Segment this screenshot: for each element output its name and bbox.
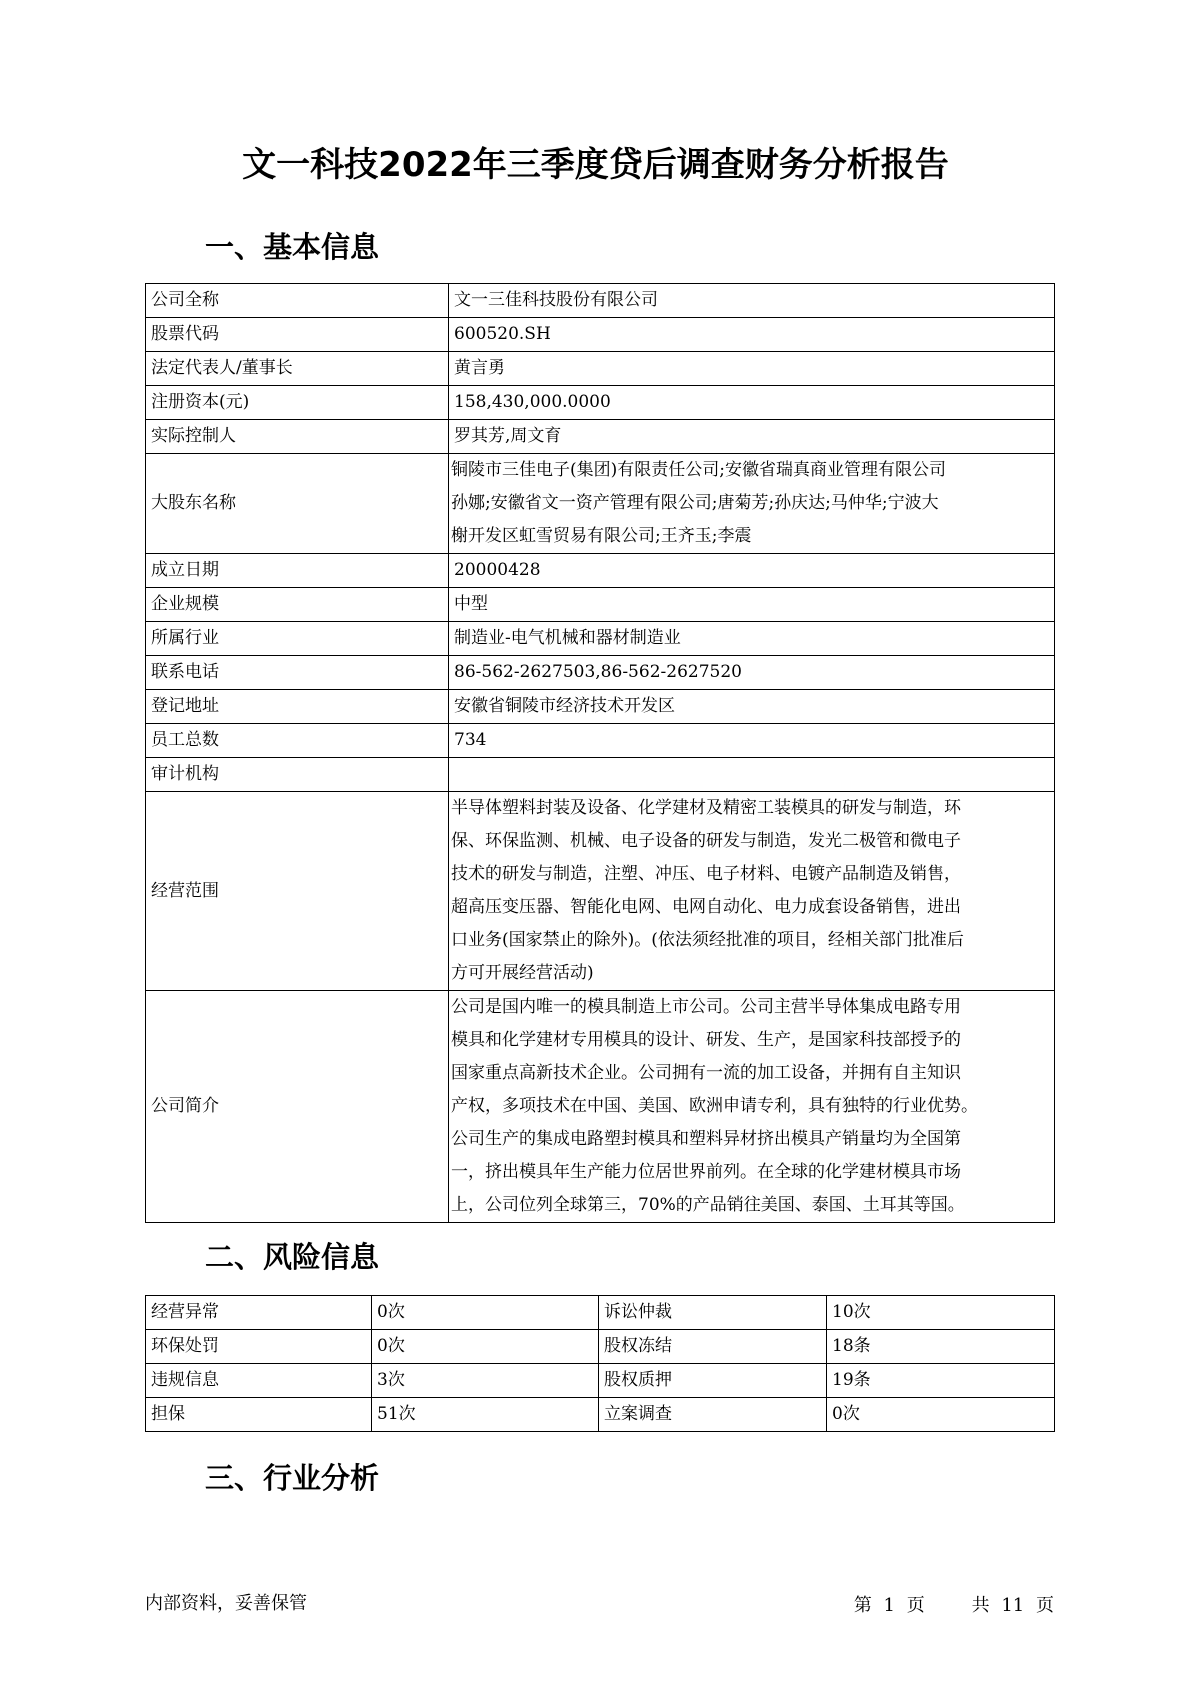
table-row	[146, 454, 1055, 554]
field-label: 注册资本(元)	[146, 386, 449, 420]
company-profile-value	[449, 991, 1055, 1223]
table-row	[146, 318, 1055, 352]
field-value: 文一三佳科技股份有限公司	[449, 284, 1055, 318]
table-row	[146, 792, 1055, 991]
table-row	[146, 1398, 1055, 1432]
risk-value: 0次	[827, 1398, 1055, 1432]
text-line: 公司生产的集成电路塑封模具和塑料异材挤出模具产销量均为全国第	[451, 1129, 961, 1149]
field-value: 安徽省铜陵市经济技术开发区	[449, 690, 1055, 724]
field-label: 法定代表人/董事长	[146, 352, 449, 386]
field-label: 登记地址	[146, 690, 449, 724]
text-line: 半导体塑料封装及设备、化学建材及精密工装模具的研发与制造，环	[451, 798, 961, 818]
text-line: 一，挤出模具年生产能力位居世界前列。在全球的化学建材模具市场	[451, 1162, 961, 1182]
table-row	[146, 690, 1055, 724]
section-heading-basic-info: 一、基本信息	[205, 230, 380, 264]
text-line: 国家重点高新技术企业。公司拥有一流的加工设备，并拥有自主知识	[451, 1063, 961, 1083]
text-line: 技术的研发与制造，注塑、冲压、电子材料、电镀产品制造及销售，	[451, 864, 961, 884]
field-label: 经营范围	[146, 792, 449, 991]
field-label: 联系电话	[146, 656, 449, 690]
total-pages: 11	[1001, 1595, 1025, 1616]
field-value: 86-562-2627503,86-562-2627520	[449, 656, 1055, 690]
text-line: 铜陵市三佳电子(集团)有限责任公司;安徽省瑞真商业管理有限公司	[451, 460, 946, 480]
table-row	[146, 724, 1055, 758]
business-scope-value	[449, 792, 1055, 991]
total-label-prefix: 共	[971, 1595, 990, 1616]
text-line: 产权，多项技术在中国、美国、欧洲申请专利，具有独特的行业优势。	[451, 1096, 978, 1116]
major-shareholders-value	[449, 454, 1055, 554]
footer-page-indicator	[854, 1594, 1054, 1618]
table-row	[146, 991, 1055, 1223]
field-label: 员工总数	[146, 724, 449, 758]
text-line: 公司是国内唯一的模具制造上市公司。公司主营半导体集成电路专用	[451, 997, 961, 1017]
table-row	[146, 656, 1055, 690]
text-line: 保、环保监测、机械、电子设备的研发与制造，发光二极管和微电子	[451, 831, 961, 851]
table-row	[146, 554, 1055, 588]
table-row	[146, 622, 1055, 656]
field-value: 罗其芳,周文育	[449, 420, 1055, 454]
section-heading-industry-analysis: 三、行业分析	[205, 1461, 380, 1495]
field-label: 公司简介	[146, 991, 449, 1223]
table-row	[146, 1330, 1055, 1364]
risk-value: 18条	[827, 1330, 1055, 1364]
risk-label: 经营异常	[146, 1296, 372, 1330]
report-title: 文一科技2022年三季度贷后调查财务分析报告	[242, 145, 949, 185]
text-line: 孙娜;安徽省文一资产管理有限公司;唐菊芳;孙庆达;马仲华;宁波大	[451, 493, 939, 513]
risk-label: 立案调查	[599, 1398, 827, 1432]
field-value: 20000428	[449, 554, 1055, 588]
risk-label: 股权质押	[599, 1364, 827, 1398]
risk-value: 10次	[827, 1296, 1055, 1330]
field-label: 大股东名称	[146, 454, 449, 554]
risk-value: 19条	[827, 1364, 1055, 1398]
field-label: 成立日期	[146, 554, 449, 588]
text-line: 模具和化学建材专用模具的设计、研发、生产，是国家科技部授予的	[451, 1030, 961, 1050]
risk-value: 3次	[372, 1364, 599, 1398]
table-row	[146, 284, 1055, 318]
table-row	[146, 758, 1055, 792]
text-line: 超高压变压器、智能化电网、电网自动化、电力成套设备销售，进出	[451, 897, 961, 917]
field-value: 黄言勇	[449, 352, 1055, 386]
field-label: 股票代码	[146, 318, 449, 352]
footer-confidential-note: 内部资料，妥善保管	[145, 1593, 307, 1614]
field-value: 734	[449, 724, 1055, 758]
risk-value: 51次	[372, 1398, 599, 1432]
text-line: 口业务(国家禁止的除外)。(依法须经批准的项目，经相关部门批准后	[451, 930, 964, 950]
field-label: 审计机构	[146, 758, 449, 792]
field-value: 中型	[449, 588, 1055, 622]
table-row	[146, 386, 1055, 420]
table-row	[146, 352, 1055, 386]
risk-label: 违规信息	[146, 1364, 372, 1398]
text-line: 上，公司位列全球第三，70%的产品销往美国、泰国、土耳其等国。	[451, 1195, 965, 1215]
field-value: 600520.SH	[449, 318, 1055, 352]
field-value: 158,430,000.0000	[449, 386, 1055, 420]
risk-value: 0次	[372, 1296, 599, 1330]
page-label-prefix: 第	[853, 1595, 872, 1616]
risk-label: 担保	[146, 1398, 372, 1432]
risk-label: 环保处罚	[146, 1330, 372, 1364]
field-value: 制造业-电气机械和器材制造业	[449, 622, 1055, 656]
table-row	[146, 1296, 1055, 1330]
section-heading-risk-info: 二、风险信息	[205, 1240, 380, 1274]
risk-value: 0次	[372, 1330, 599, 1364]
risk-info-table	[145, 1295, 1055, 1432]
total-label-suffix: 页	[1036, 1595, 1054, 1616]
risk-label: 股权冻结	[599, 1330, 827, 1364]
field-label: 实际控制人	[146, 420, 449, 454]
table-row	[146, 1364, 1055, 1398]
text-line: 方可开展经营活动)	[451, 963, 594, 983]
field-label: 公司全称	[146, 284, 449, 318]
table-row	[146, 420, 1055, 454]
field-label: 所属行业	[146, 622, 449, 656]
page-number: 1	[883, 1595, 895, 1616]
risk-label: 诉讼仲裁	[599, 1296, 827, 1330]
field-label: 企业规模	[146, 588, 449, 622]
table-row	[146, 588, 1055, 622]
basic-info-table	[145, 283, 1055, 1223]
text-line: 榭开发区虹雪贸易有限公司;王齐玉;李震	[451, 526, 752, 546]
field-value	[449, 758, 1055, 792]
page-label-suffix: 页	[906, 1595, 925, 1616]
